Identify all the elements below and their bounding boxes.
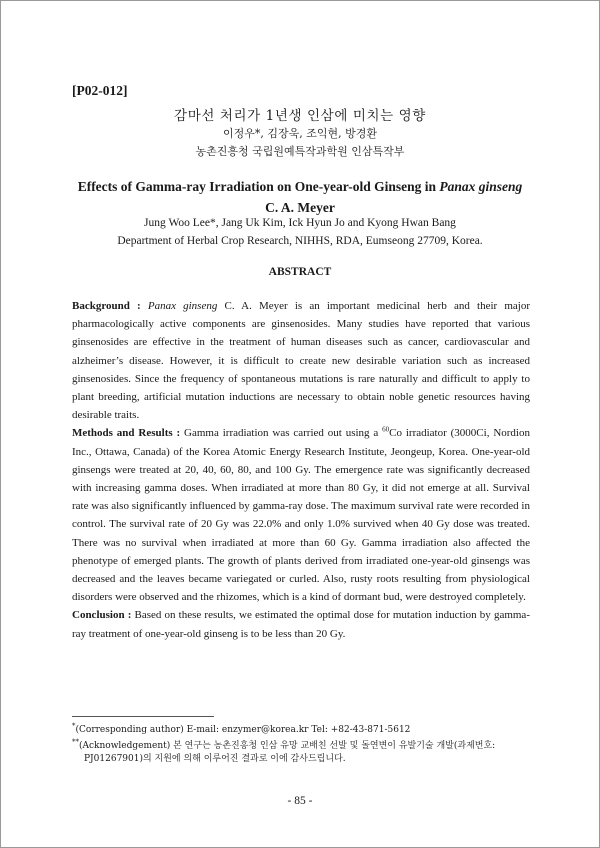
english-affiliation: Department of Herbal Crop Research, NIHHS, RDA, Eumseong 27709, Korea. (117, 235, 483, 247)
footnote-mark-2: ** (72, 738, 79, 746)
korean-title: 감마선 처리가 1년생 인삼에 미치는 영향 (174, 108, 426, 124)
korean-affiliation: 농촌진흥청 국립원예특작과학원 인삼특작부 (195, 145, 405, 158)
english-title-species: Panax ginseng (439, 179, 523, 194)
footnote-mark-1: * (72, 722, 76, 730)
background-text: C. A. Meyer is an important medicinal herb and their major pharmacologically active components are ginsenosides. Many studies have reported that various ginsenosides are effective in the treatment of human diseases such as cancer, cardiovascular and alzheimer’s disease. However, it is difficult to create new desirable variation such as increased ginsenosides. Since the frequency of spontaneous mutations is rare naturally and difficult to apply to plant breeding, artificial mutation inductions are necessary to obtain noble genetic resources having desirable traits. (72, 300, 530, 422)
background-paragraph (72, 297, 530, 424)
background-label: Background : (72, 300, 141, 312)
korean-authors: 이정우*, 김장욱, 조익현, 방경환 (223, 127, 377, 140)
footnote-rule (72, 716, 214, 717)
methods-pre: Gamma irradiation was carried out using a (180, 427, 383, 440)
conclusion-paragraph (72, 606, 530, 642)
abstract-heading: ABSTRACT (268, 266, 332, 278)
footnote-ack-line1: (Acknowledgement) 본 연구는 농촌진흥청 인삼 유망 교배친 선발 및 돌연변이 유발기술 개발(과제번호: (79, 741, 496, 751)
methods-text: Co irradiator (3000Ci, Nordion Inc., Ottawa, Canada) of the Korea Atomic Energy Research Institute, Jeongeup, Korea. One-year-old ginsengs were treated at 20, 40, 60, 80, and 100 Gy. The emergence rate was significantly decreased with increasing gamma doses. When irradiated at more than 80 Gy, it did not emerge at all. Survival rate was also significantly influenced by gamma-ray dose. The maximum survival rate were recorded in control. The survival rate of 20 Gy was 22.0% and only 1.0% survived when 40 Gy dose was treated. There was no survival when irradiated at more than 60 Gy. Gamma irradiation also affected the phenotype of emerged plants. The growth of plants derived from irradiated one-year-old ginsengs was decreased and the leaves became variegated or curled. Also, rusty roots resulting from physiological disorders were observed and the rhizomes, which is a kind of dormant bud, were destroyed completely. (72, 427, 530, 604)
conclusion-label: Conclusion : (72, 609, 132, 622)
abstract-body (72, 297, 530, 643)
english-authors: Jung Woo Lee*, Jang Uk Kim, Ick Hyun Jo and Kyong Hwan Bang (144, 217, 456, 229)
english-title-post: C. A. Meyer (265, 200, 335, 215)
footnote-corresponding-text: (Corresponding author) E-mail: enzymer@korea.kr Tel: +82-43-871-5612 (75, 725, 411, 735)
english-title-pre: Effects of Gamma-ray Irradiation on One-year-old Ginseng in (77, 179, 440, 194)
footnote-corresponding (72, 724, 532, 737)
page-number: - 85 - (287, 795, 313, 807)
methods-isotope-sup: 60 (382, 425, 390, 434)
footnote-ack-line2: PJ01267901)의 지원에 의해 이루어진 결과로 이에 감사드립니다. (84, 754, 346, 764)
poster-code: [P02-012] (72, 83, 128, 98)
methods-paragraph (72, 424, 530, 606)
conclusion-text: Based on these results, we estimated the optimal dose for mutation induction by gamma-ray treatment of one-year-old ginseng is to be less than 20 Gy. (72, 609, 530, 640)
footnote-acknowledgement (72, 740, 532, 766)
methods-label: Methods and Results : (72, 427, 181, 440)
english-title (70, 176, 530, 218)
background-species: Panax ginseng (147, 300, 218, 312)
